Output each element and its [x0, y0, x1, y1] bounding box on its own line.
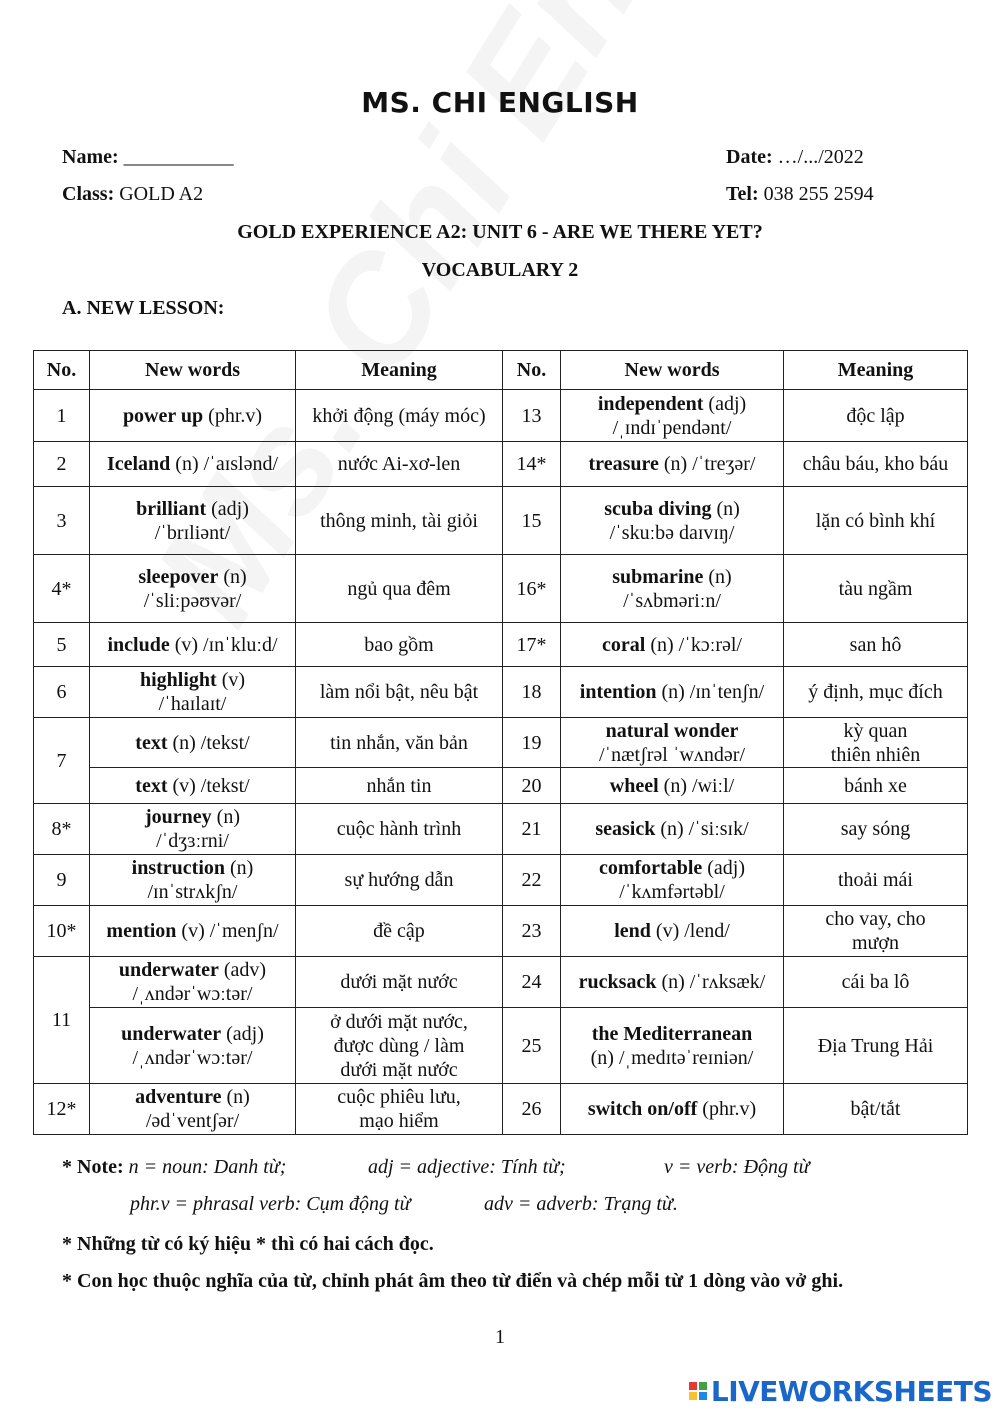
- meaning-cell: đề cập: [296, 906, 503, 957]
- date-value: …/.../2022: [777, 146, 864, 168]
- note-verb: v = verb: Động từ: [664, 1156, 810, 1178]
- meaning-cell: [784, 718, 968, 768]
- word-cell: [561, 667, 784, 718]
- word-info: (n) /ˈsiːsɪk/: [655, 818, 749, 840]
- logo-square: [699, 1392, 707, 1400]
- word: wheel: [609, 774, 659, 797]
- name-label: Name:: [62, 146, 119, 168]
- row-number: 8*: [34, 804, 90, 855]
- word-cell: [90, 1084, 296, 1135]
- table-row: [34, 718, 968, 768]
- word-info: (n): [221, 1086, 250, 1108]
- header-words-right: New words: [561, 351, 784, 390]
- vocabulary-table: [33, 350, 968, 1135]
- word-cell: [90, 555, 296, 623]
- meaning-cell: châu báu, kho báu: [784, 442, 968, 487]
- word-cell: [90, 718, 296, 768]
- tel-label: Tel:: [726, 183, 759, 205]
- row-number: 4*: [34, 555, 90, 623]
- word-cell: [561, 906, 784, 957]
- table-row: [34, 1008, 968, 1084]
- word-ipa: /ɪnˈstrʌkʃn/: [147, 881, 238, 903]
- note-noun: n = noun: Danh từ;: [128, 1156, 287, 1178]
- logo-text: LIVEWORKSHEETS: [710, 1374, 992, 1408]
- word-cell: [561, 390, 784, 442]
- word-info: (adj): [703, 392, 747, 415]
- class-value: GOLD A2: [119, 183, 204, 205]
- word-cell: [90, 487, 296, 555]
- word: underwater: [121, 1022, 222, 1045]
- word-cell: [90, 1008, 296, 1084]
- row-number: 18: [503, 667, 561, 718]
- star-note: * Những từ có ký hiệu * thì có hai cách đọc.: [62, 1233, 434, 1255]
- note-phrasal-verb: phr.v = phrasal verb: Cụm động từ: [130, 1193, 411, 1215]
- word: switch on/off: [587, 1098, 698, 1120]
- note-adverb: adv = adverb: Trạng từ.: [484, 1193, 678, 1215]
- word: brilliant: [136, 497, 207, 520]
- row-number: 7: [34, 718, 90, 804]
- word-info: (n): [225, 857, 254, 879]
- row-number: 23: [503, 906, 561, 957]
- row-number: 3: [34, 487, 90, 555]
- class-label: Class:: [62, 183, 115, 205]
- name-value: ___________: [123, 146, 234, 168]
- liveworksheets-logo: [689, 1373, 992, 1409]
- row-number: 21: [503, 804, 561, 855]
- meaning-line: dưới mặt nước: [340, 1058, 458, 1081]
- row-number: 16*: [503, 555, 561, 623]
- row-number: 1: [34, 390, 90, 442]
- word: journey: [145, 806, 212, 828]
- word: comfortable: [598, 857, 703, 879]
- table-row: [34, 442, 968, 487]
- row-number: 5: [34, 623, 90, 667]
- meaning-line: ở dưới mặt nước,: [330, 1010, 468, 1033]
- meaning-line: mạo hiểm: [359, 1110, 439, 1132]
- word-info: (n): [711, 497, 740, 520]
- word-cell: [90, 804, 296, 855]
- meaning-cell: khởi động (máy móc): [296, 390, 503, 442]
- word-ipa: /ˈhaɪlaɪt/: [158, 693, 227, 715]
- word-ipa: /ˈnætʃrəl ˈwʌndər/: [598, 743, 746, 766]
- meaning-cell: sự hướng dẫn: [296, 855, 503, 906]
- row-number: 19: [503, 718, 561, 768]
- header-no-left: No.: [34, 351, 90, 390]
- word-info: (adj): [221, 1022, 264, 1045]
- meaning-cell: ý định, mục đích: [784, 667, 968, 718]
- word: include: [107, 633, 170, 656]
- logo-square: [699, 1382, 707, 1390]
- word-ipa: /ˈsʌbməriːn/: [623, 589, 721, 612]
- tel-value: 038 255 2594: [763, 183, 874, 205]
- word-ipa: /ˈkʌmfərtəbl/: [619, 881, 725, 903]
- row-number: 2: [34, 442, 90, 487]
- word-cell: [561, 555, 784, 623]
- word-info: (v) /ˈmenʃn/: [176, 920, 279, 942]
- word-info: (v): [216, 669, 246, 691]
- row-number: 25: [503, 1008, 561, 1084]
- meaning-cell: [784, 906, 968, 957]
- word-cell: [90, 906, 296, 957]
- note-label: * Note:: [62, 1156, 124, 1178]
- meaning-cell: làm nổi bật, nêu bật: [296, 667, 503, 718]
- meaning-line: kỳ quan: [843, 719, 908, 742]
- table-row: [34, 906, 968, 957]
- word: treasure: [588, 453, 659, 475]
- row-number: 12*: [34, 1084, 90, 1135]
- word-info: (n) /ˈtreʒər/: [658, 453, 756, 475]
- word-ipa: (n) /ˌmedɪtəˈreɪniən/: [590, 1046, 754, 1069]
- table-row: [34, 957, 968, 1008]
- unit-title: GOLD EXPERIENCE A2: UNIT 6 - ARE WE THERE YET?: [237, 221, 763, 243]
- word-info: (n) /wiːl/: [658, 774, 735, 797]
- word-info: (adj): [702, 857, 746, 879]
- meaning-cell: độc lập: [784, 390, 968, 442]
- word: highlight: [139, 669, 217, 691]
- meaning-cell: cái ba lô: [784, 957, 968, 1008]
- word-ipa: /ˌʌndərˈwɔːtər/: [132, 983, 253, 1005]
- word-cell: [90, 768, 296, 804]
- header-no-right: No.: [503, 351, 561, 390]
- date-field: [726, 146, 864, 169]
- meaning-cell: ngủ qua đêm: [296, 555, 503, 623]
- word-cell: [90, 667, 296, 718]
- word-cell: [561, 855, 784, 906]
- word-info: (n): [211, 806, 240, 828]
- word: intention: [579, 681, 657, 703]
- word-info: (v) /lend/: [650, 920, 730, 942]
- word: lend: [614, 920, 651, 942]
- meaning-line: mượn: [852, 932, 899, 954]
- section-title: VOCABULARY 2: [421, 259, 579, 281]
- word: sleepover: [138, 565, 219, 588]
- meaning-cell: nước Ai-xơ-len: [296, 442, 503, 487]
- word: adventure: [135, 1086, 222, 1108]
- word-info: (n) /ˈaɪslənd/: [170, 453, 279, 475]
- word: independent: [597, 392, 704, 415]
- table-row: [34, 855, 968, 906]
- word-cell: [561, 768, 784, 804]
- table-row: [34, 623, 968, 667]
- lesson-heading: A. NEW LESSON:: [62, 297, 225, 319]
- table-row: [34, 768, 968, 804]
- meaning-cell: tàu ngầm: [784, 555, 968, 623]
- word-cell: [90, 442, 296, 487]
- study-instruction: * Con học thuộc nghĩa của từ, chỉnh phát âm theo từ điển và chép mỗi từ 1 dòng vào vở ghi.: [62, 1270, 844, 1292]
- row-number: 15: [503, 487, 561, 555]
- page-number: 1: [495, 1326, 505, 1348]
- brand-title: MS. CHI ENGLISH: [361, 86, 639, 119]
- meaning-cell: lặn có bình khí: [784, 487, 968, 555]
- table-row: [34, 1084, 968, 1135]
- logo-square: [689, 1392, 697, 1400]
- row-number: 22: [503, 855, 561, 906]
- word: coral: [602, 633, 646, 656]
- word-info: (n): [703, 565, 732, 588]
- word-info: (v) /tekst/: [167, 774, 250, 797]
- meaning-cell: dưới mặt nước: [296, 957, 503, 1008]
- row-number: 20: [503, 768, 561, 804]
- row-number: 24: [503, 957, 561, 1008]
- meaning-cell: say sóng: [784, 804, 968, 855]
- table-row: [34, 390, 968, 442]
- meaning-cell: nhắn tin: [296, 768, 503, 804]
- meaning-line: cuộc phiêu lưu,: [337, 1086, 461, 1108]
- word-cell: [561, 442, 784, 487]
- word: rucksack: [578, 971, 657, 993]
- header-meaning-right: Meaning: [784, 351, 968, 390]
- word-cell: [90, 390, 296, 442]
- name-field: [62, 146, 234, 169]
- header-meaning-left: Meaning: [296, 351, 503, 390]
- word-info: (v) /ɪnˈkluːd/: [169, 633, 278, 656]
- word-ipa: /ˈdʒɜːrni/: [156, 830, 229, 852]
- word: text: [135, 774, 168, 797]
- meaning-cell: thông minh, tài giỏi: [296, 487, 503, 555]
- table-header-row: [34, 351, 968, 390]
- word-cell: [561, 1084, 784, 1135]
- meaning-line: thiên nhiên: [830, 743, 921, 766]
- word-info: (adj): [206, 497, 249, 520]
- tel-field: [726, 183, 874, 206]
- meaning-line: cho vay, cho: [825, 908, 926, 930]
- word-ipa: /ˌɪndɪˈpendənt/: [612, 416, 732, 439]
- word-info: (n) /ɪnˈtenʃn/: [656, 681, 765, 703]
- word-cell: [561, 623, 784, 667]
- word-ipa: /ˈsliːpəʊvər/: [143, 589, 242, 612]
- word-info: (n) /ˈrʌksæk/: [656, 971, 766, 993]
- word-cell: [561, 718, 784, 768]
- meaning-cell: cuộc hành trình: [296, 804, 503, 855]
- date-label: Date:: [726, 146, 773, 168]
- word-ipa: /ˈbrɪliənt/: [154, 521, 231, 544]
- word-cell: [561, 957, 784, 1008]
- word: text: [135, 731, 168, 754]
- row-number: 6: [34, 667, 90, 718]
- word-info: (n): [218, 565, 247, 588]
- table-row: [34, 487, 968, 555]
- word-info: (adv): [218, 959, 267, 981]
- word-cell: [561, 1008, 784, 1084]
- word-cell: [561, 487, 784, 555]
- word: submarine: [612, 565, 704, 588]
- logo-squares-icon: [689, 1382, 707, 1400]
- row-number: 11: [34, 957, 90, 1084]
- table-row: [34, 667, 968, 718]
- meaning-cell: [296, 1008, 503, 1084]
- meaning-cell: san hô: [784, 623, 968, 667]
- word-info: (n) /ˈkɔːrəl/: [645, 633, 742, 656]
- meaning-cell: bánh xe: [784, 768, 968, 804]
- meaning-cell: thoải mái: [784, 855, 968, 906]
- table-row: [34, 555, 968, 623]
- word: scuba diving: [604, 497, 712, 520]
- word-cell: [561, 804, 784, 855]
- meaning-cell: tin nhắn, văn bản: [296, 718, 503, 768]
- word: the Mediterranean: [591, 1022, 753, 1045]
- word-ipa: /ədˈventʃər/: [145, 1110, 240, 1132]
- meaning-cell: [296, 1084, 503, 1135]
- note-adjective: adj = adjective: Tính từ;: [368, 1156, 566, 1178]
- word: seasick: [595, 818, 656, 840]
- meaning-line: được dùng / làm: [333, 1034, 465, 1057]
- meaning-cell: bao gồm: [296, 623, 503, 667]
- row-number: 10*: [34, 906, 90, 957]
- logo-square: [689, 1382, 697, 1390]
- word: mention: [106, 920, 177, 942]
- row-number: 9: [34, 855, 90, 906]
- abbrev-note-line-1: [62, 1156, 286, 1179]
- word-ipa: /ˌʌndərˈwɔːtər/: [132, 1046, 253, 1069]
- table-row: [34, 804, 968, 855]
- word-info: (phr.v): [697, 1098, 757, 1120]
- word-cell: [90, 623, 296, 667]
- word-ipa: /ˈskuːbə daɪvɪŋ/: [609, 521, 735, 544]
- meaning-cell: Địa Trung Hải: [784, 1008, 968, 1084]
- word-info: (phr.v): [203, 404, 263, 427]
- row-number: 14*: [503, 442, 561, 487]
- class-field: [62, 183, 203, 206]
- header-words-left: New words: [90, 351, 296, 390]
- word: power up: [122, 404, 204, 427]
- word: natural wonder: [605, 719, 739, 742]
- word-cell: [90, 957, 296, 1008]
- word: instruction: [131, 857, 225, 879]
- word-cell: [90, 855, 296, 906]
- row-number: 17*: [503, 623, 561, 667]
- meaning-cell: bật/tắt: [784, 1084, 968, 1135]
- row-number: 26: [503, 1084, 561, 1135]
- word: underwater: [118, 959, 219, 981]
- word: Iceland: [106, 453, 171, 475]
- row-number: 13: [503, 390, 561, 442]
- word-info: (n) /tekst/: [167, 731, 250, 754]
